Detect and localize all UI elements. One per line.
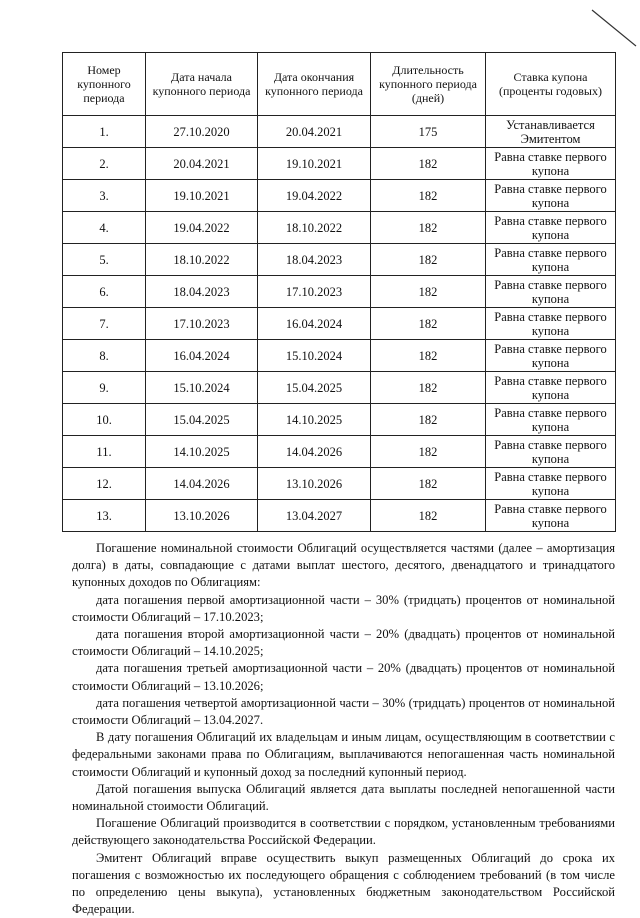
header-start-date: Дата начала купонного периода [146,53,258,116]
cell-start-date: 19.04.2022 [146,212,258,244]
cell-end-date: 19.04.2022 [258,180,371,212]
cell-coupon-number: 13. [63,500,146,532]
cell-end-date: 15.10.2024 [258,340,371,372]
cell-coupon-number: 1. [63,116,146,148]
table-row [63,372,616,404]
paragraph: дата погашения второй амортизационной части – 20% (двадцать) процентов от номинальной стоимости Облигаций – 14.10.2025; [72,627,615,659]
cell-coupon-number: 12. [63,468,146,500]
cell-end-date: 20.04.2021 [258,116,371,148]
table-header-row [63,53,616,116]
cell-duration-days: 182 [371,404,486,436]
paragraph: Эмитент Облигаций вправе осуществить выкуп размещенных Облигаций до срока их погашения с возможностью их последующего обращения с соблюдением требований (в том числе по определению цены выкупа), установленных бюджетным законодательством Российской Федерации. [72,850,615,917]
table-row [63,212,616,244]
cell-start-date: 14.10.2025 [146,436,258,468]
cell-start-date: 15.10.2024 [146,372,258,404]
coupon-schedule-table [62,52,616,532]
table-row [63,244,616,276]
cell-start-date: 17.10.2023 [146,308,258,340]
cell-coupon-rate: Равна ставке первого купона [486,148,616,180]
cell-coupon-rate: Равна ставке первого купона [486,180,616,212]
header-coupon-number: Номер купонного периода [63,53,146,116]
cell-duration-days: 182 [371,308,486,340]
cell-coupon-rate: Равна ставке первого купона [486,212,616,244]
cell-coupon-number: 4. [63,212,146,244]
cell-coupon-rate: Равна ставке первого купона [486,372,616,404]
cell-coupon-number: 6. [63,276,146,308]
cell-duration-days: 182 [371,468,486,500]
cell-end-date: 15.04.2025 [258,372,371,404]
cell-start-date: 13.10.2026 [146,500,258,532]
cell-duration-days: 175 [371,116,486,148]
scan-mark-line [590,6,640,51]
document-body-text [72,540,615,918]
cell-coupon-number: 8. [63,340,146,372]
cell-duration-days: 182 [371,276,486,308]
cell-coupon-rate: Равна ставке первого купона [486,404,616,436]
cell-end-date: 18.04.2023 [258,244,371,276]
paragraph: дата погашения третьей амортизационной части – 20% (двадцать) процентов от номинальной стоимости Облигаций – 13.10.2026; [72,661,615,693]
cell-start-date: 27.10.2020 [146,116,258,148]
paragraph: В дату погашения Облигаций их владельцам и иным лицам, осуществляющим в соответствии с федеральными законами права по Облигациям, выплачиваются непогашенная часть номинальной стоимости Облигаций и купонный доход за последний купонный период. [72,730,615,779]
paragraph: дата погашения первой амортизационной части – 30% (тридцать) процентов от номинальной стоимости Облигаций – 17.10.2023; [72,592,615,624]
cell-coupon-rate: Равна ставке первого купона [486,340,616,372]
table-row [63,340,616,372]
cell-end-date: 14.04.2026 [258,436,371,468]
paragraph: дата погашения четвертой амортизационной части – 30% (тридцать) процентов от номинальной стоимости Облигаций – 13.04.2027. [72,695,615,728]
cell-start-date: 15.04.2025 [146,404,258,436]
paragraph: Погашение Облигаций производится в соответствии с порядком, установленным требованиями действующего законодательства Российской Федерации. [72,816,615,848]
cell-duration-days: 182 [371,148,486,180]
table-row [63,468,616,500]
cell-coupon-number: 2. [63,148,146,180]
cell-end-date: 16.04.2024 [258,308,371,340]
header-end-date: Дата окончания купонного периода [258,53,371,116]
cell-duration-days: 182 [371,180,486,212]
cell-coupon-rate: Равна ставке первого купона [486,244,616,276]
cell-end-date: 19.10.2021 [258,148,371,180]
paragraph: Датой погашения выпуска Облигаций является дата выплаты последней непогашенной части номинальной стоимости Облигаций. [72,781,615,814]
cell-end-date: 18.10.2022 [258,212,371,244]
cell-duration-days: 182 [371,340,486,372]
cell-duration-days: 182 [371,500,486,532]
cell-start-date: 20.04.2021 [146,148,258,180]
table-row [63,276,616,308]
header-duration: Длительность купонного периода (дней) [371,53,486,116]
table-row [63,500,616,532]
cell-end-date: 17.10.2023 [258,276,371,308]
cell-coupon-rate: Равна ставке первого купона [486,436,616,468]
cell-coupon-number: 7. [63,308,146,340]
cell-coupon-rate: Равна ставке первого купона [486,276,616,308]
cell-start-date: 19.10.2021 [146,180,258,212]
table-row [63,116,616,148]
cell-end-date: 13.10.2026 [258,468,371,500]
cell-duration-days: 182 [371,212,486,244]
cell-coupon-number: 5. [63,244,146,276]
cell-coupon-rate: Равна ставке первого купона [486,468,616,500]
cell-coupon-number: 11. [63,436,146,468]
cell-coupon-number: 10. [63,404,146,436]
cell-end-date: 13.04.2027 [258,500,371,532]
paragraph: Погашение номинальной стоимости Облигаций осуществляется частями (далее – амортизация долга) в даты, совпадающие с датами выплат шестого, десятого, двенадцатого и тринадцатого купонных доходов по Облигациям: [72,541,615,590]
cell-end-date: 14.10.2025 [258,404,371,436]
table-row [63,180,616,212]
table-row [63,404,616,436]
table-row [63,148,616,180]
header-coupon-rate: Ставка купона (проценты годовых) [486,53,616,116]
table-row [63,308,616,340]
table-body [63,116,616,532]
cell-start-date: 14.04.2026 [146,468,258,500]
table-row [63,436,616,468]
cell-coupon-rate: Равна ставке первого купона [486,308,616,340]
cell-coupon-rate: Равна ставке первого купона [486,500,616,532]
cell-coupon-number: 9. [63,372,146,404]
cell-coupon-number: 3. [63,180,146,212]
cell-duration-days: 182 [371,436,486,468]
cell-coupon-rate: Устанавливается Эмитентом [486,116,616,148]
cell-duration-days: 182 [371,244,486,276]
cell-start-date: 18.10.2022 [146,244,258,276]
cell-start-date: 16.04.2024 [146,340,258,372]
cell-duration-days: 182 [371,372,486,404]
cell-start-date: 18.04.2023 [146,276,258,308]
